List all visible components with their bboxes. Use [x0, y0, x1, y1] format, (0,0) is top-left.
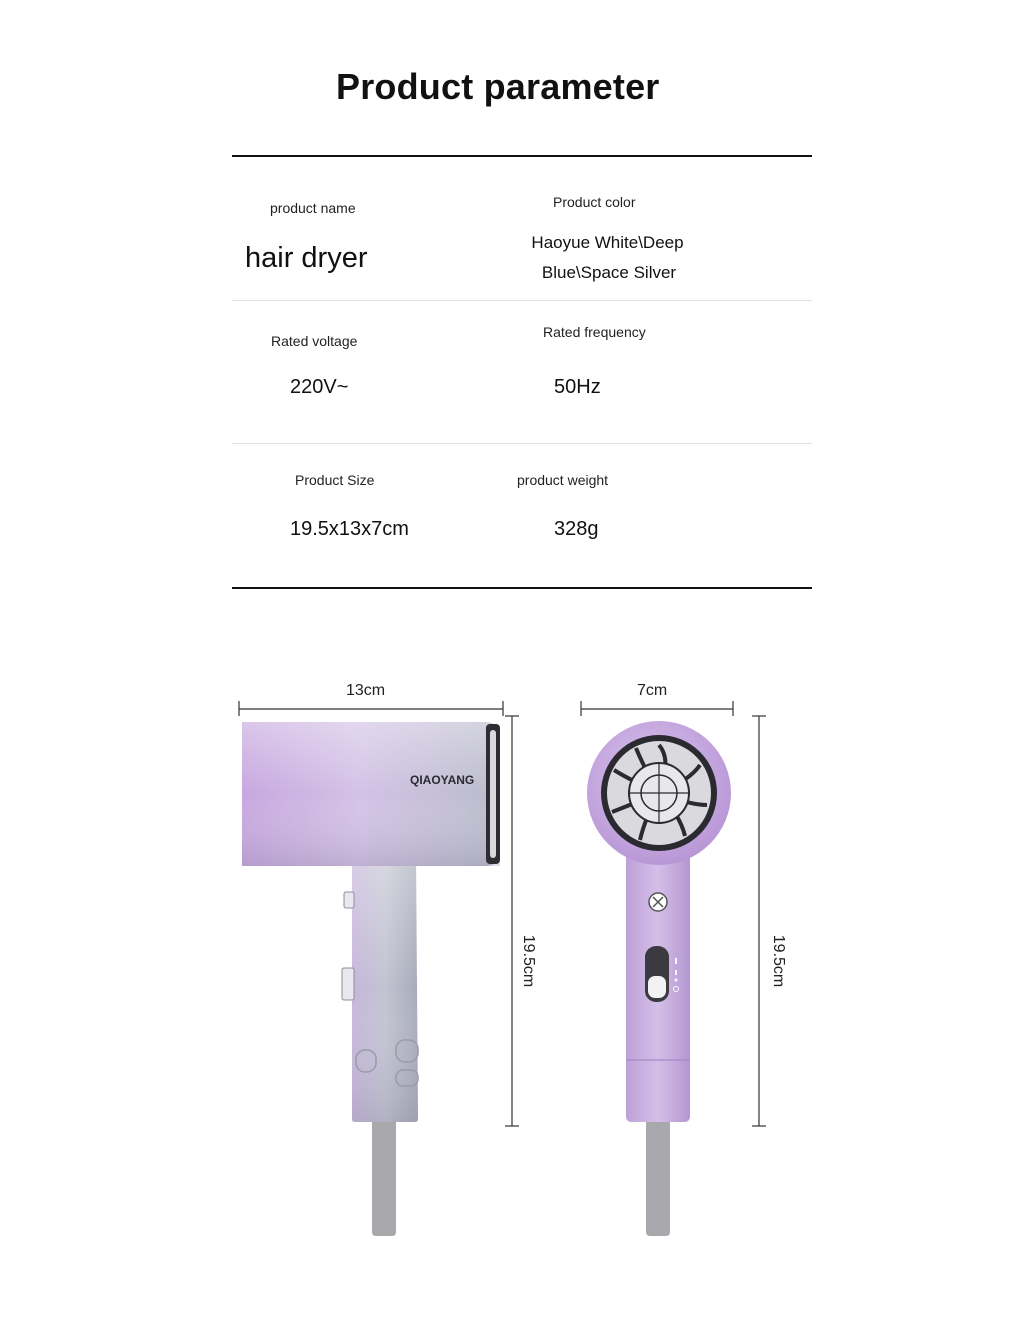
front-width-dimension-line	[581, 701, 733, 716]
product-color-value-line2: Blue\Space Silver	[541, 263, 677, 282]
height-dimension-line	[505, 716, 519, 1126]
rated-voltage-value: 220V~	[290, 376, 349, 398]
front-height-dimension-label: 19.5cm	[770, 934, 788, 988]
brand-logo: QIAOYANG	[410, 773, 475, 787]
product-size-value: 19.5x13x7cm	[290, 518, 409, 540]
front-width-dimension-label: 7cm	[637, 682, 668, 699]
product-size-label: Product Size	[295, 472, 375, 488]
height-dimension-label: 19.5cm	[520, 934, 538, 988]
hair-dryer-front-view	[587, 721, 731, 1236]
rated-frequency-value: 50Hz	[554, 376, 601, 398]
product-name-label: product name	[270, 200, 356, 216]
rated-frequency-label: Rated frequency	[543, 324, 646, 340]
width-dimension-line	[239, 701, 503, 716]
product-weight-value: 328g	[554, 518, 599, 540]
product-color-value-line1: Haoyue White\Deep	[531, 233, 684, 252]
front-height-dimension-line	[752, 716, 766, 1126]
product-name-value: hair dryer	[245, 242, 368, 274]
product-weight-label: product weight	[517, 472, 609, 488]
width-dimension-label: 13cm	[346, 682, 386, 699]
hair-dryer-side-view	[242, 722, 500, 1236]
product-color-label: Product color	[553, 194, 636, 210]
rated-voltage-label: Rated voltage	[271, 333, 358, 349]
page-title: Product parameter	[336, 66, 660, 107]
